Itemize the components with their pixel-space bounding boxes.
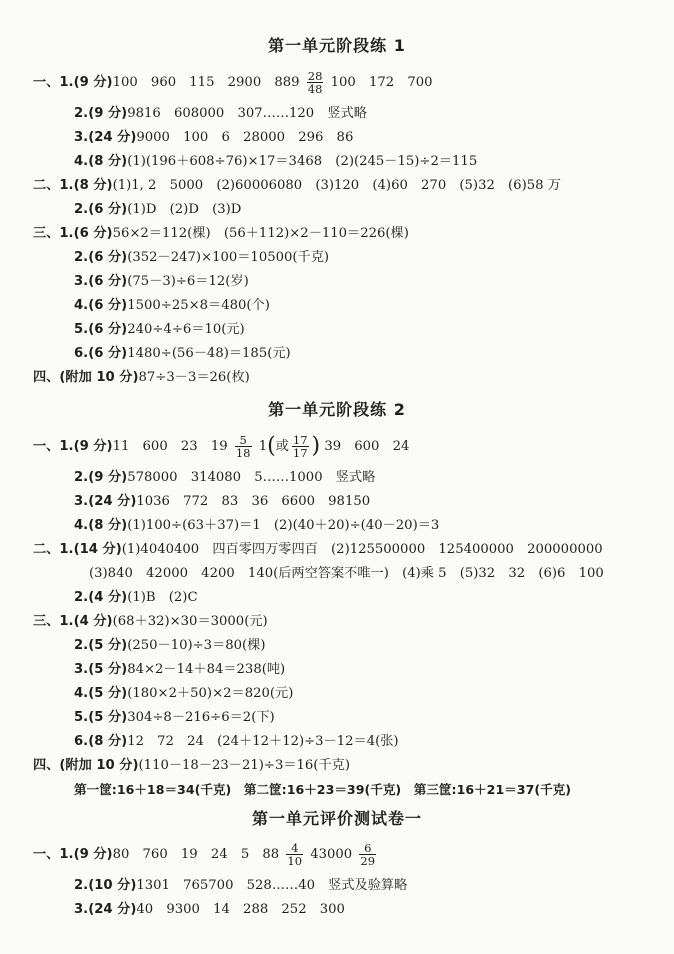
answer-line: (3)840 42000 4200 140(后两空答案不唯一) (4)乘 5 (5)32 32 (6)6 100 [89,566,604,581]
answer-line: 3.(6 分)(75－3)÷6＝12(岁) [74,274,249,289]
fraction: $\frac{5}{18}$ [235,433,251,460]
fraction: $\frac{28}{48}$ [307,69,323,96]
section-title: 第一单元阶段练 2 [268,400,406,419]
answer-line: 6.(6 分)1480÷(56－48)＝185(元) [74,346,291,361]
answer-line: 3.(24 分)1036 772 83 36 6600 98150 [74,494,371,509]
answer-line: 4.(8 分)(1)(196＋608÷76)×17＝3468 (2)(245－15)÷2＝115 [74,154,478,169]
answer-line: 4.(5 分)(180×2＋50)×2＝820(元) [74,686,294,701]
answer-line: 2.(9 分)578000 314080 5……1000 竖式略 [74,470,376,485]
answer-line: 三、1.(4 分)(68＋32)×30＝3000(元) [33,614,268,629]
answer-line: 3.(24 分)40 9300 14 288 252 300 [74,902,345,917]
answer-line: 3.(5 分)84×2－14＋84＝238(吨) [74,662,286,677]
fraction: $\frac{6}{29}$ [360,841,376,868]
answer-line: 4.(6 分)1500÷25×8＝480(个) [74,298,270,313]
answer-line: 6.(8 分)12 72 24 (24＋12＋12)÷3－12＝4(张) [74,734,399,749]
answer-line: 一、1.(9 分)11 600 23 19 $\frac{5}{18}$ 1(或 $\frac{17}{17}$ ) 39 600 24 [33,433,410,460]
answer-line: 一、1.(9 分)100 960 115 2900 889 $\frac{28}{48}$ 100 172 700 [33,69,433,96]
answer-line: 2.(10 分)1301 765700 528……40 竖式及验算略 [74,878,408,893]
answer-line: 一、1.(9 分)80 760 19 24 5 88 $\frac{4}{10}$ 43000 $\frac{6}{29}$ [33,841,376,868]
answer-line: 4.(8 分)(1)100÷(63＋37)＝1 (2)(40＋20)÷(40－20)＝3 [74,518,440,533]
fraction: $\frac{4}{10}$ [287,841,303,868]
answer-line: 三、1.(6 分)56×2＝112(棵) (56＋112)×2－110＝226(棵) [33,226,409,241]
answer-line: 3.(24 分)9000 100 6 28000 296 86 [74,130,354,145]
answer-line: 2.(6 分)(352－247)×100＝10500(千克) [74,250,330,265]
answer-line: 二、1.(14 分)(1)4040400 四百零四万零四百 (2)125500000 125400000 200000000 [33,542,603,557]
answer-line: 2.(9 分)9816 608000 307……120 竖式略 [74,106,367,121]
answer-line: 2.(4 分)(1)B (2)C [74,590,198,605]
section-title: 第一单元评价测试卷一 [251,809,422,828]
answer-line: 5.(6 分)240÷4÷6＝10(元) [74,322,245,337]
answer-line: 四、(附加 10 分)(110－18－23－21)÷3＝16(千克) [33,758,350,773]
answer-line: 5.(5 分)304÷8－216÷6＝2(下) [74,710,275,725]
answer-line: 2.(6 分)(1)D (2)D (3)D [74,202,242,217]
fraction: $\frac{17}{17}$ [292,433,308,460]
section-title: 第一单元阶段练 1 [268,36,406,55]
answer-line: 四、(附加 10 分)87÷3－3＝26(枚) [33,370,250,385]
answer-line: 第一筐:16＋18＝34(千克) 第二筐:16＋23＝39(千克) 第三筐:16＋21＝37(千克) [74,782,572,797]
answer-line: 2.(5 分)(250－10)÷3＝80(棵) [74,638,266,653]
answer-line: 二、1.(8 分)(1)1, 2 5000 (2)60006080 (3)120 (4)60 270 (5)32 (6)58 万 [33,178,561,193]
